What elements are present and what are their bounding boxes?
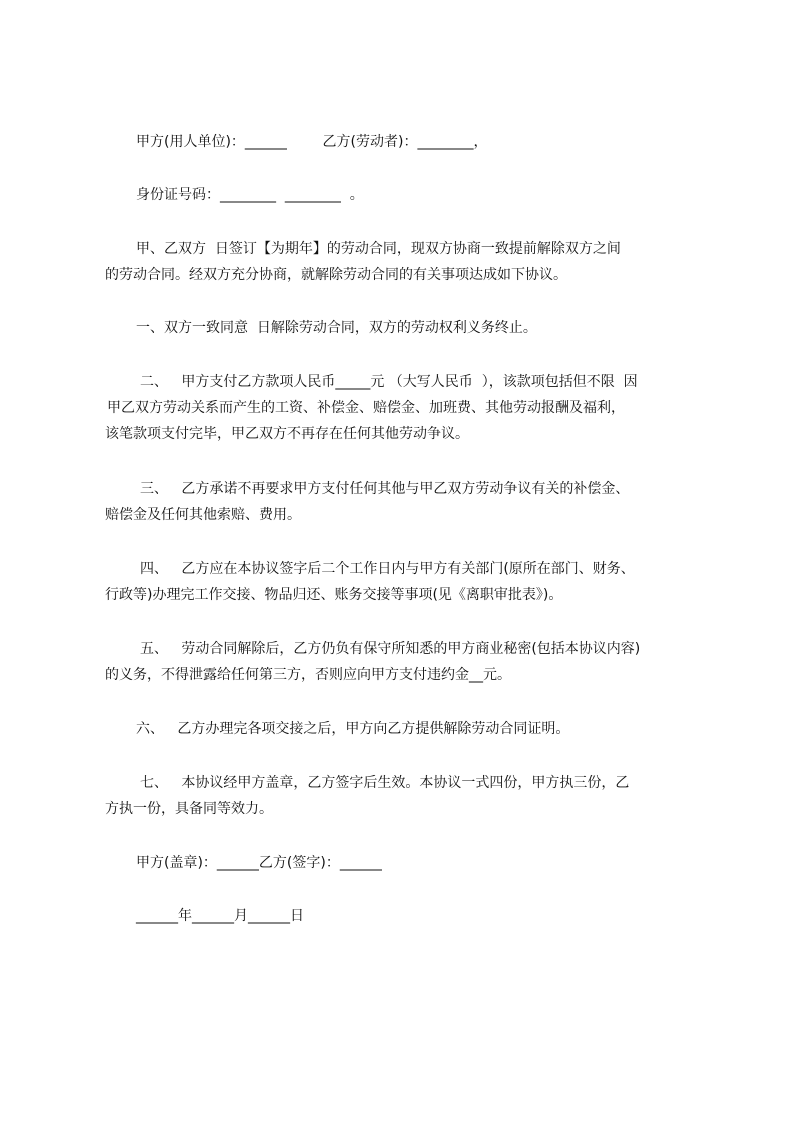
- clause-2-line-2: 甲乙双方劳动关系而产生的工资、补偿金、赔偿金、加班费、其他劳动报酬及福利，: [107, 400, 625, 416]
- clause-1-line-1: 一、双方一致同意 日解除劳动合同，双方的劳动权利义务终止。: [136, 320, 537, 336]
- clause-2-line-1: 二、 甲方支付乙方款项人民币_____元 （大写人民币 ），该款项包括但不限 因: [140, 374, 638, 390]
- clause-4-line-2: 行政等)办理完工作交接、物品归还、账务交接等事项(见《离职审批表》)。: [105, 587, 563, 603]
- intro-line-1: 甲、乙双方 日签订【为期年】的劳动合同，现双方协商一致提前解除双方之间: [136, 241, 621, 257]
- clause-5-line-2: 的义务，不得泄露给任何第三方，否则应向甲方支付违约金__元。: [105, 667, 511, 683]
- clause-7-line-1: 七、 本协议经甲方盖章，乙方签字后生效。本协议一式四份，甲方执三份，乙: [140, 775, 630, 791]
- clause-3-line-2: 赔偿金及任何其他索赔、费用。: [105, 507, 301, 523]
- id-number-line: 身份证号码：________ ________ 。: [136, 187, 364, 203]
- clause-4-line-1: 四、 乙方应在本协议签字后二个工作日内与甲方有关部门(原所在部门、财务、: [140, 561, 635, 577]
- header-parties-line: 甲方(用人单位)：______ 乙方(劳动者)：________，: [136, 134, 488, 150]
- clause-5-line-1: 五、 劳动合同解除后，乙方仍负有保守所知悉的甲方商业秘密(包括本协议内容): [140, 641, 641, 657]
- clause-2-line-3: 该笔款项支付完毕，甲乙双方不再存在任何其他劳动争议。: [105, 426, 469, 442]
- intro-line-2: 的劳动合同。经双方充分协商，就解除劳动合同的有关事项达成如下协议。: [105, 267, 567, 283]
- date-line: ______年______月______日: [136, 908, 304, 924]
- clause-7-line-2: 方执一份，具备同等效力。: [105, 801, 273, 817]
- signature-line: 甲方(盖章)：______乙方(签字)：______: [136, 855, 382, 871]
- clause-3-line-1: 三、 乙方承诺不再要求甲方支付任何其他与甲乙双方劳动争议有关的补偿金、: [140, 481, 630, 497]
- clause-6-line-1: 六、 乙方办理完各项交接之后，甲方向乙方提供解除劳动合同证明。: [136, 721, 570, 737]
